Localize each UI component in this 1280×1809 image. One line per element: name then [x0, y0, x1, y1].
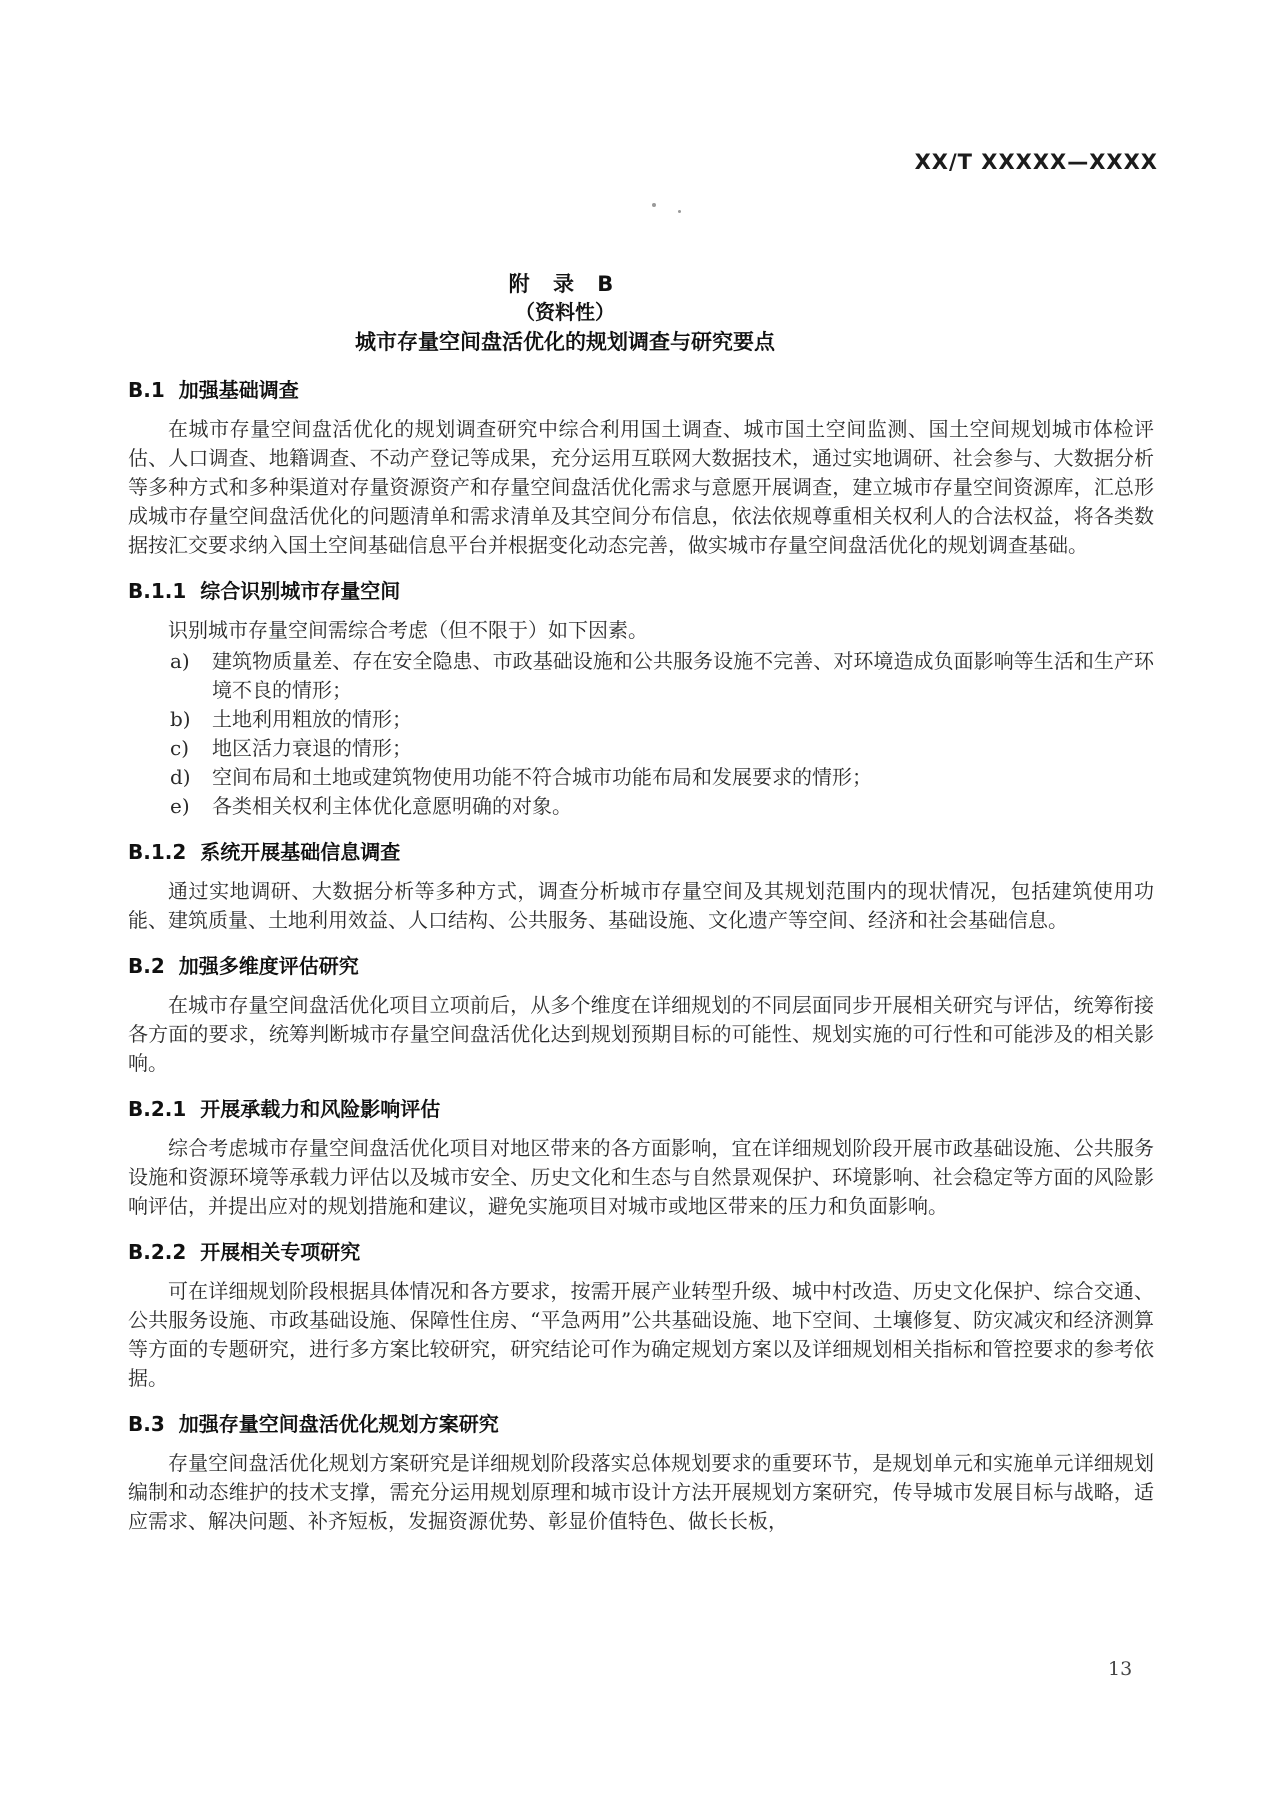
list-item-text: 地区活力衰退的情形；	[212, 736, 412, 760]
section-B.1	[128, 376, 1154, 560]
section-title: 开展相关专项研究	[200, 1240, 361, 1264]
scan-artifact-dot	[652, 203, 656, 207]
paragraph: 在城市存量空间盘活优化的规划调查研究中综合利用国土调查、城市国土空间监测、国土空间规划城市体检评估、人口调查、地籍调查、不动产登记等成果，充分运用互联网大数据技术，通过实地调研、社会参与、大数据分析等多种方式和多种渠道对存量资源资产和存量空间盘活优化需求与意愿开展调查，建立城市存量空间资源库，汇总形成城市存量空间盘活优化的问题清单和需求清单及其空间分布信息，依法依规尊重相关权利人的合法权益，将各类数据按汇交要求纳入国土空间基础信息平台并根据变化动态完善，做实城市存量空间盘活优化的规划调查基础。	[128, 417, 1154, 557]
section-heading	[128, 376, 1154, 404]
section-heading	[128, 952, 1154, 980]
list-item-marker: b)	[170, 707, 191, 731]
section-number: B.1.2	[128, 840, 187, 864]
section-heading	[128, 1095, 1154, 1123]
list-item	[128, 705, 1154, 734]
appendix-type-label: （资料性）	[515, 300, 615, 324]
section-number: B.2	[128, 954, 165, 978]
document-code: XX/T XXXXX—XXXX	[914, 150, 1158, 174]
section-title: 加强存量空间盘活优化规划方案研究	[178, 1412, 499, 1436]
list-item-text: 土地利用粗放的情形；	[212, 707, 412, 731]
paragraph: 识别城市存量空间需综合考虑（但不限于）如下因素。	[168, 618, 648, 642]
section-number: B.1	[128, 378, 165, 402]
list-item-text: 空间布局和土地或建筑物使用功能不符合城市功能布局和发展要求的情形；	[212, 765, 872, 789]
section-title: 加强多维度评估研究	[178, 954, 359, 978]
list-item-marker: a)	[170, 649, 190, 673]
section-B.1.1	[128, 577, 1154, 821]
section-heading	[128, 838, 1154, 866]
section-heading	[128, 1410, 1154, 1438]
list-item-marker: d)	[170, 765, 191, 789]
page-number: 13	[1108, 1658, 1133, 1680]
section-B.3	[128, 1410, 1154, 1536]
list-item-text: 各类相关权利主体优化意愿明确的对象。	[212, 794, 572, 818]
list-item	[128, 763, 1154, 792]
section-heading	[128, 1238, 1154, 1266]
list-item-marker: c)	[170, 736, 190, 760]
section-number: B.2.1	[128, 1097, 187, 1121]
section-B.2.2	[128, 1238, 1154, 1393]
paragraph: 存量空间盘活优化规划方案研究是详细规划阶段落实总体规划要求的重要环节，是规划单元和实施单元详细规划编制和动态维护的技术支撑，需充分运用规划原理和城市设计方法开展规划方案研究，传导城市发展目标与战略，适应需求、解决问题、补齐短板，发掘资源优势、彰显价值特色、做长长板，	[128, 1451, 1154, 1533]
section-B.2.1	[128, 1095, 1154, 1221]
section-number: B.2.2	[128, 1240, 187, 1264]
list-item	[128, 647, 1154, 705]
list-item-marker: e)	[170, 794, 190, 818]
section-title: 开展承载力和风险影响评估	[200, 1097, 441, 1121]
list-item	[128, 734, 1154, 763]
appendix-title: 城市存量空间盘活优化的规划调查与研究要点	[355, 330, 775, 354]
list-item-text: 建筑物质量差、存在安全隐患、市政基础设施和公共服务设施不完善、对环境造成负面影响等生活和生产环境不良的情形；	[212, 649, 1154, 702]
list-item	[128, 792, 1154, 821]
sections-container	[128, 376, 1154, 1536]
paragraph: 可在详细规划阶段根据具体情况和各方要求，按需开展产业转型升级、城中村改造、历史文化保护、综合交通、公共服务设施、市政基础设施、保障性住房、“平急两用”公共基础设施、地下空间、土壤修复、防灾减灾和经济测算等方面的专题研究，进行多方案比较研究，研究结论可作为确定规划方案以及详细规划相关指标和管控要求的参考依据。	[128, 1279, 1154, 1390]
lettered-list	[128, 647, 1154, 821]
section-B.1.2	[128, 838, 1154, 935]
section-heading	[128, 577, 1154, 605]
section-title: 加强基础调查	[178, 378, 299, 402]
section-title: 综合识别城市存量空间	[200, 579, 401, 603]
appendix-label: 附 录 B	[508, 272, 622, 296]
section-number: B.1.1	[128, 579, 187, 603]
section-title: 系统开展基础信息调查	[200, 840, 401, 864]
paragraph: 在城市存量空间盘活优化项目立项前后，从多个维度在详细规划的不同层面同步开展相关研究与评估，统筹衔接各方面的要求，统筹判断城市存量空间盘活优化达到规划预期目标的可能性、规划实施的可行性和可能涉及的相关影响。	[128, 993, 1154, 1075]
scan-artifact-dot	[678, 210, 681, 213]
appendix-header	[128, 270, 1154, 356]
section-B.2	[128, 952, 1154, 1078]
paragraph: 通过实地调研、大数据分析等多种方式，调查分析城市存量空间及其规划范围内的现状情况，包括建筑使用功能、建筑质量、土地利用效益、人口结构、公共服务、基础设施、文化遗产等空间、经济和社会基础信息。	[128, 879, 1154, 932]
page-content	[128, 270, 1154, 1536]
section-number: B.3	[128, 1412, 165, 1436]
paragraph: 综合考虑城市存量空间盘活优化项目对地区带来的各方面影响，宜在详细规划阶段开展市政基础设施、公共服务设施和资源环境等承载力评估以及城市安全、历史文化和生态与自然景观保护、环境影响、社会稳定等方面的风险影响评估，并提出应对的规划措施和建议，避免实施项目对城市或地区带来的压力和负面影响。	[128, 1136, 1154, 1218]
